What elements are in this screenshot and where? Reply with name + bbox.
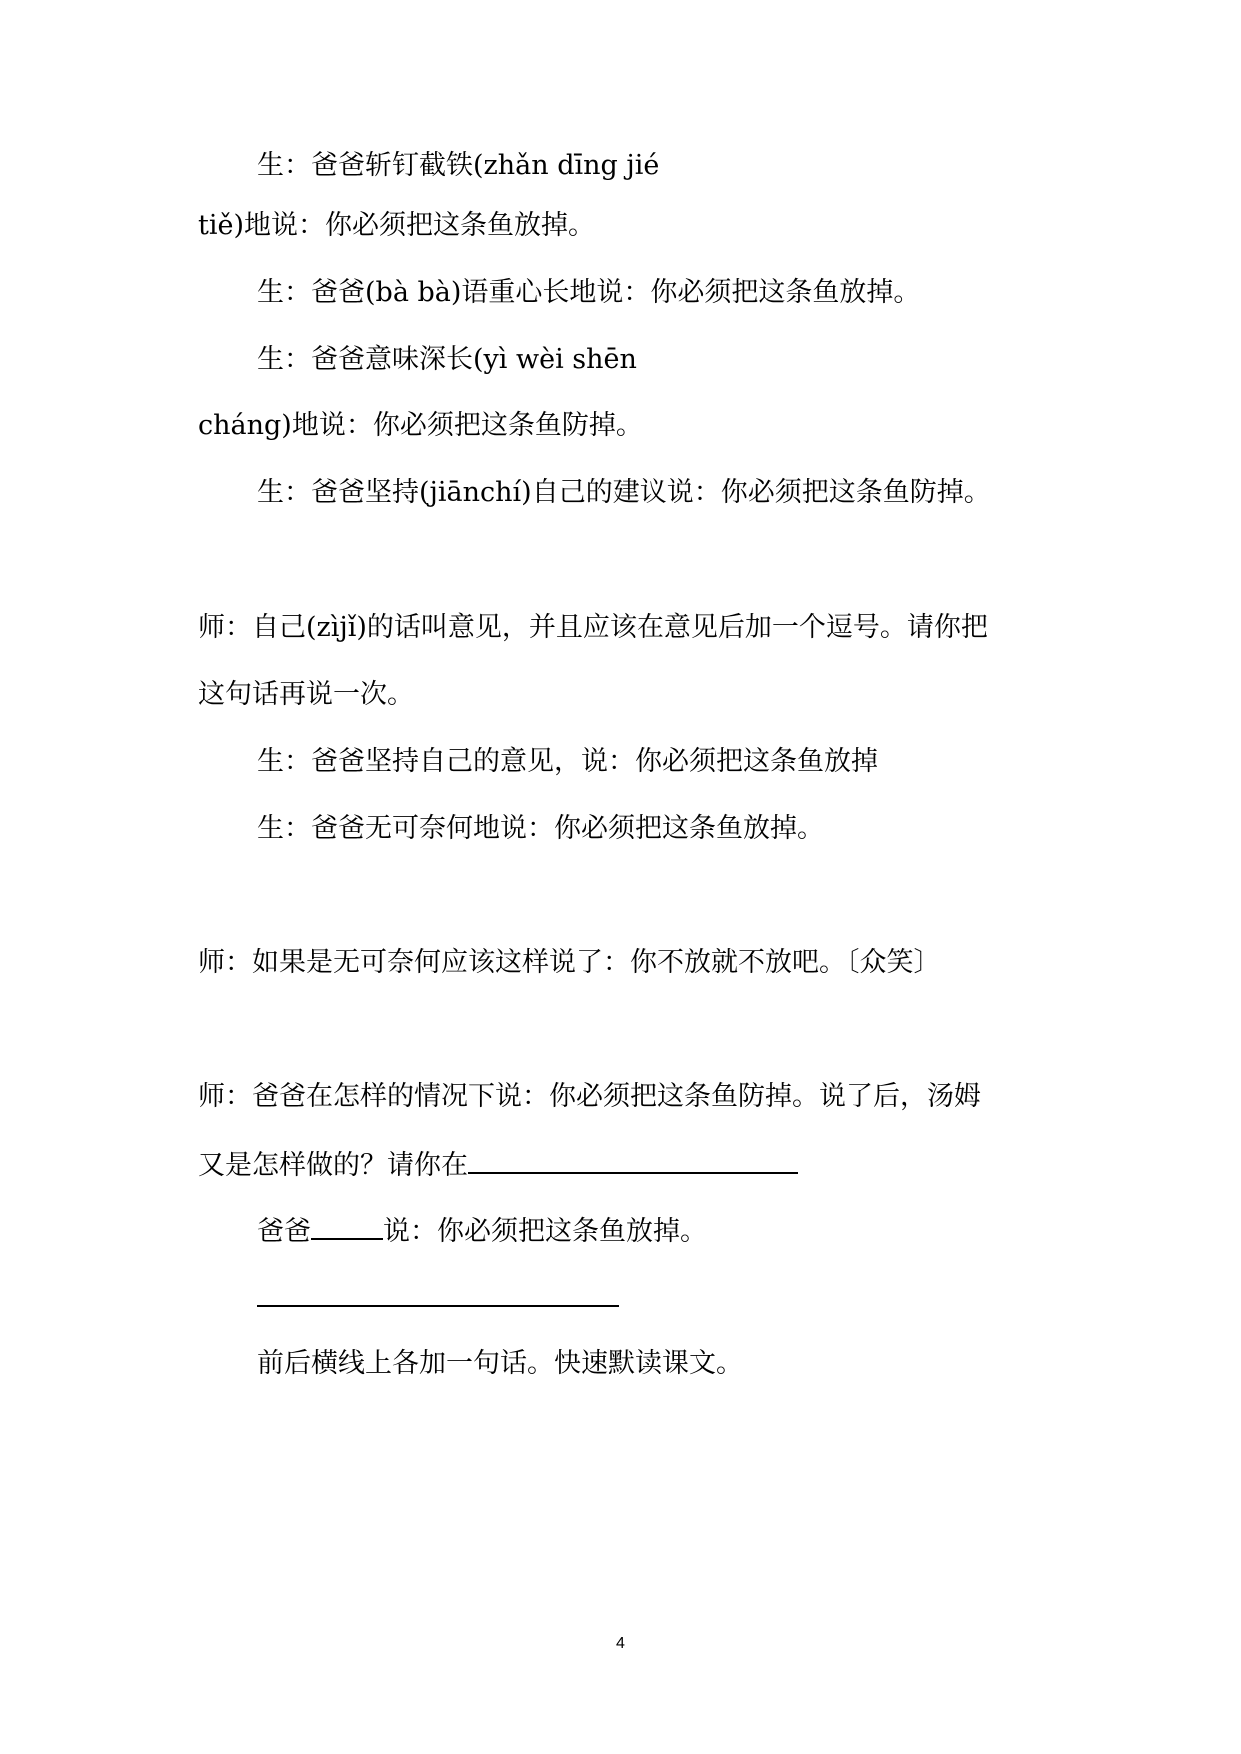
text-line-with-blank — [257, 1212, 707, 1250]
text-line: 生：爸爸坚持自己的意见，说：你必须把这条鱼放掉 — [257, 746, 878, 777]
text-line-with-blank — [198, 1146, 798, 1184]
text-line: 前后横线上各加一句话。快速默读课文。 — [257, 1348, 743, 1379]
text-line: 生：爸爸坚持(jiānchí)自己的建议说：你必须把这条鱼防掉。 — [257, 477, 991, 508]
text-segment: 说：你必须把这条鱼放掉。 — [383, 1216, 707, 1247]
text-line: 这句话再说一次。 — [198, 679, 414, 710]
text-line: 师：如果是无可奈何应该这样说了：你不放就不放吧。〔众笑〕 — [198, 947, 941, 978]
text-line: 师：爸爸在怎样的情况下说：你必须把这条鱼防掉。说了后，汤姆 — [198, 1081, 981, 1112]
text-line: 生：爸爸意味深长(yì wèi shēn — [257, 344, 637, 375]
text-segment: 又是怎样做的？请你在 — [198, 1150, 468, 1181]
fill-in-blank-line — [468, 1146, 798, 1174]
fill-in-blank-line — [311, 1212, 383, 1240]
text-line: 生：爸爸(bà bà)语重心长地说：你必须把这条鱼放掉。 — [257, 277, 921, 308]
page-number: 4 — [616, 1635, 625, 1652]
text-line: 生：爸爸无可奈何地说：你必须把这条鱼放掉。 — [257, 813, 824, 844]
text-line: cháng)地说：你必须把这条鱼防掉。 — [198, 410, 643, 441]
text-line: tiě)地说：你必须把这条鱼放掉。 — [198, 210, 595, 241]
text-segment: 爸爸 — [257, 1216, 311, 1247]
text-line: 师：自己(zìjǐ)的话叫意见，并且应该在意见后加一个逗号。请你把 — [198, 612, 988, 643]
text-line: 生：爸爸斩钉截铁(zhǎn dīng jié — [257, 150, 660, 181]
text-line-with-blank — [257, 1279, 619, 1317]
fill-in-blank-line — [257, 1279, 619, 1307]
